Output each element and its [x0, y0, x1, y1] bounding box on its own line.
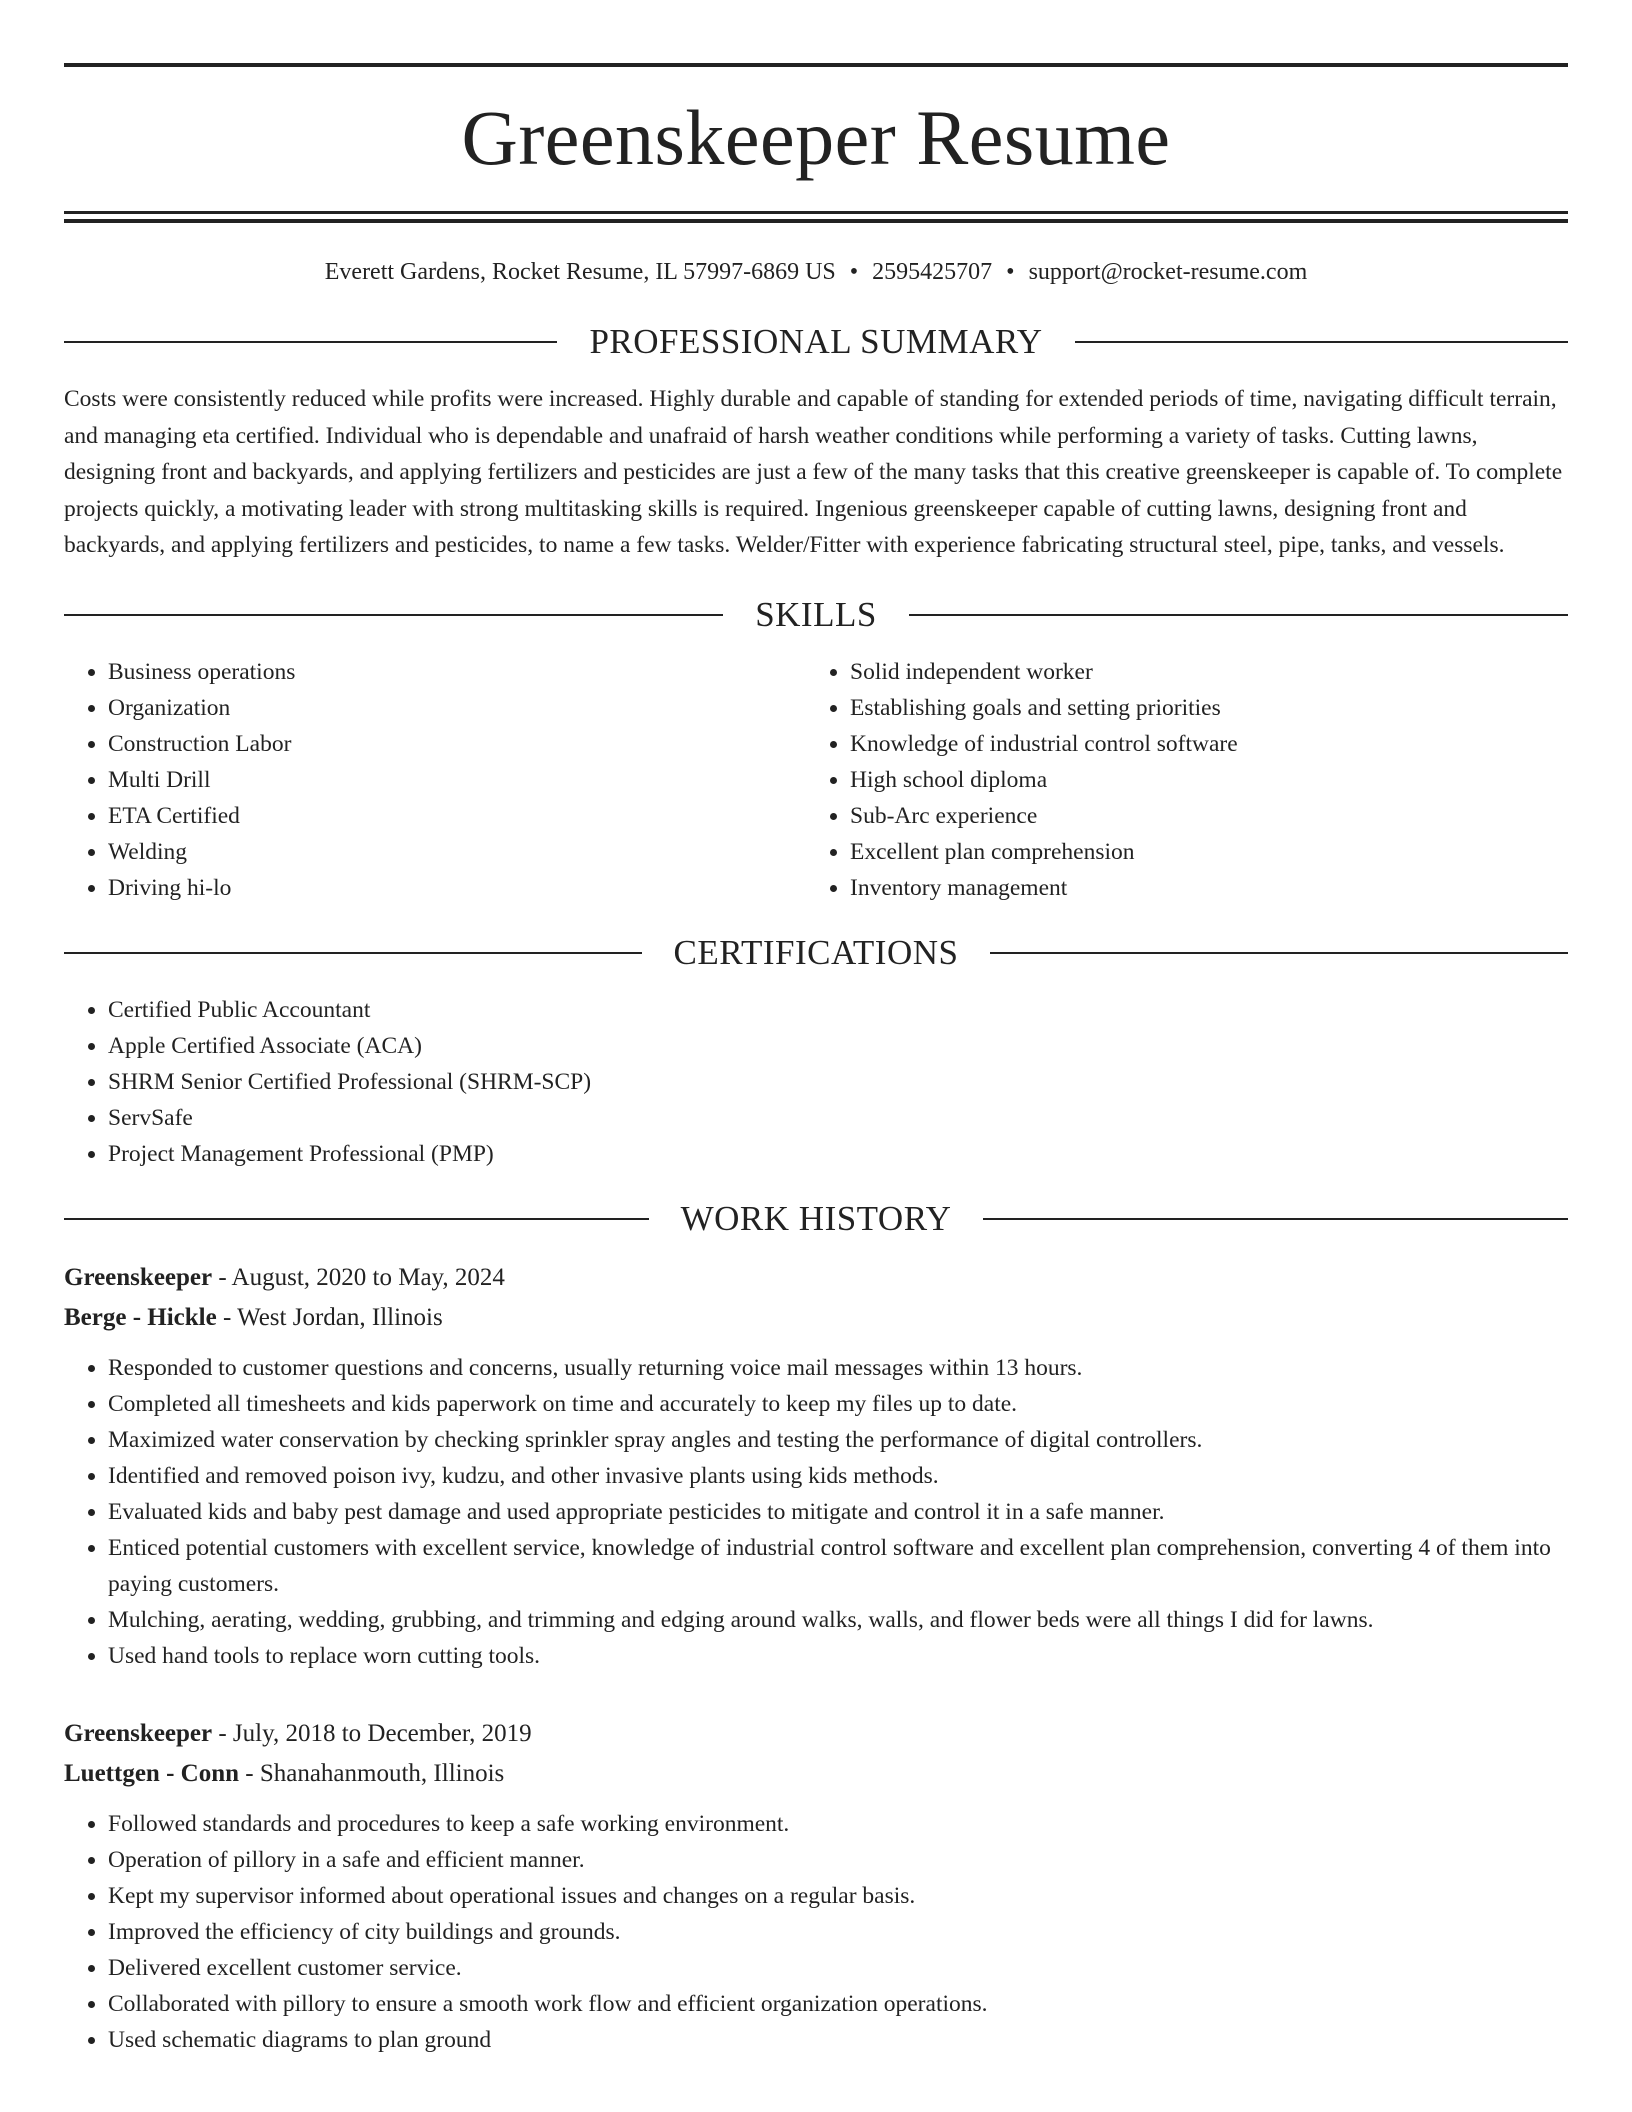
divider — [990, 952, 1568, 954]
title-block — [64, 63, 1568, 211]
divider — [64, 952, 642, 954]
list-item: • Mulching, aerating, wedding, grubbing, and trimming and edging around walks, walls, and flower beds were all things I did for lawns. — [108, 1602, 1568, 1638]
title-double-rule — [64, 211, 1568, 223]
job-dates: - August, 2020 to May, 2024 — [212, 1263, 505, 1291]
list-item: • Delivered excellent customer service. — [108, 1950, 1568, 1986]
section-title: WORK HISTORY — [680, 1198, 952, 1238]
divider — [64, 614, 723, 616]
job-title-line — [64, 1714, 1568, 1754]
summary-text: Costs were consistently reduced while profits were increased. Highly durable and capable of standing for extended periods of time, navigating difficult terrain, and managing eta certified. Individual who is dependable and unafraid of harsh weather conditions while performing a variety of tasks. Cutting lawns, designing front and backyards, and applying fertilizers and pesticides are just a few of the many tasks that this creative greenskeeper is capable of. To complete projects quickly, a motivating leader with strong multitasking skills is required. Ingenious greenskeeper capable of cutting lawns, designing front and backyards, and applying fertilizers and pesticides, to name a few tasks. Welder/Fitter with experience fabricating structural steel, pipe, tanks, and vessels. — [64, 386, 1563, 558]
list-item: • Used schematic diagrams to plan ground — [108, 2022, 1568, 2058]
divider — [1075, 341, 1568, 343]
list-item: • Identified and removed poison ivy, kudzu, and other invasive plants using kids methods. — [108, 1458, 1568, 1494]
divider — [64, 1218, 649, 1220]
list-item: • Business operations — [108, 654, 806, 690]
skills-section-heading — [64, 594, 1568, 636]
bullet-separator: • — [849, 259, 859, 285]
skills-column-right — [806, 654, 1548, 906]
job-company: Berge - Hickle — [64, 1303, 217, 1331]
page-title: Greenskeeper Resume — [461, 94, 1171, 181]
skills-list-left — [64, 654, 806, 906]
list-item: • Driving hi-lo — [108, 870, 806, 906]
list-item: • ETA Certified — [108, 798, 806, 834]
list-item: • Improved the efficiency of city buildings and grounds. — [108, 1914, 1568, 1950]
bullet-separator: • — [1006, 259, 1015, 285]
skills-column-left — [64, 654, 806, 906]
summary-section-heading — [64, 321, 1568, 363]
work-section-heading — [64, 1198, 1568, 1240]
job-title-line — [64, 1258, 1568, 1298]
job-title: Greenskeeper — [64, 1719, 213, 1747]
list-item: • Inventory management — [850, 870, 1548, 906]
list-item: • Followed standards and procedures to keep a safe working environment. — [108, 1806, 1568, 1842]
contact-line — [64, 257, 1568, 287]
list-item: • Apple Certified Associate (ACA) — [108, 1028, 1568, 1064]
contact-email: support@rocket-resume.com — [1028, 259, 1308, 285]
resume-page — [64, 0, 1568, 2058]
job-entry — [64, 1714, 1568, 2058]
list-item: • High school diploma — [850, 762, 1548, 798]
list-item: • Enticed potential customers with excellent service, knowledge of industrial control software and excellent plan comprehension, converting 4 of them into paying customers. — [108, 1530, 1568, 1602]
list-item: • Responded to customer questions and concerns, usually returning voice mail messages within 13 hours. — [108, 1350, 1568, 1386]
list-item: • SHRM Senior Certified Professional (SHRM-SCP) — [108, 1064, 1568, 1100]
job-title: Greenskeeper — [64, 1263, 213, 1291]
list-item: • Welding — [108, 834, 806, 870]
list-item: • Operation of pillory in a safe and efficient manner. — [108, 1842, 1568, 1878]
job-duties-list — [64, 1350, 1568, 1674]
list-item: • Organization — [108, 690, 806, 726]
list-item: • Used hand tools to replace worn cutting tools. — [108, 1638, 1568, 1674]
list-item: • Kept my supervisor informed about operational issues and changes on a regular basis. — [108, 1878, 1568, 1914]
job-company-line — [64, 1754, 1568, 1794]
job-duties-list — [64, 1806, 1568, 2058]
list-item: • Solid independent worker — [850, 654, 1548, 690]
work-history-list — [64, 1258, 1568, 2058]
list-item: • Evaluated kids and baby pest damage and used appropriate pesticides to mitigate and control it in a safe manner. — [108, 1494, 1568, 1530]
certifications-section-heading — [64, 932, 1568, 974]
list-item: • Certified Public Accountant — [108, 992, 1568, 1028]
list-item: • Multi Drill — [108, 762, 806, 798]
divider — [983, 1218, 1568, 1220]
divider — [64, 341, 557, 343]
job-company: Luettgen - Conn — [64, 1759, 240, 1787]
job-location: - Shanahanmouth, Illinois — [239, 1759, 505, 1787]
list-item: • Excellent plan comprehension — [850, 834, 1548, 870]
list-item: • Collaborated with pillory to ensure a smooth work flow and efficient organization operations. — [108, 1986, 1568, 2022]
job-dates: - July, 2018 to December, 2019 — [212, 1719, 532, 1747]
certifications-list — [64, 992, 1568, 1172]
list-item: • ServSafe — [108, 1100, 1568, 1136]
contact-address: Everett Gardens, Rocket Resume, IL 57997-6869 US — [324, 259, 836, 285]
job-company-line — [64, 1298, 1568, 1338]
job-location: - West Jordan, Illinois — [216, 1303, 443, 1331]
job-entry — [64, 1258, 1568, 1674]
list-item: • Sub-Arc experience — [850, 798, 1548, 834]
section-title: PROFESSIONAL SUMMARY — [589, 322, 1043, 361]
section-title: SKILLS — [755, 594, 877, 634]
skills-list-right — [806, 654, 1548, 906]
section-title: CERTIFICATIONS — [673, 932, 959, 972]
contact-phone: 2595425707 — [872, 259, 993, 285]
list-item: • Establishing goals and setting priorities — [850, 690, 1548, 726]
divider — [909, 614, 1568, 616]
skills-columns — [64, 654, 1568, 906]
list-item: • Construction Labor — [108, 726, 806, 762]
list-item: • Project Management Professional (PMP) — [108, 1136, 1568, 1172]
list-item: • Knowledge of industrial control software — [850, 726, 1548, 762]
list-item: • Completed all timesheets and kids paperwork on time and accurately to keep my files up to date. — [108, 1386, 1568, 1422]
list-item: • Maximized water conservation by checking sprinkler spray angles and testing the performance of digital controllers. — [108, 1422, 1568, 1458]
